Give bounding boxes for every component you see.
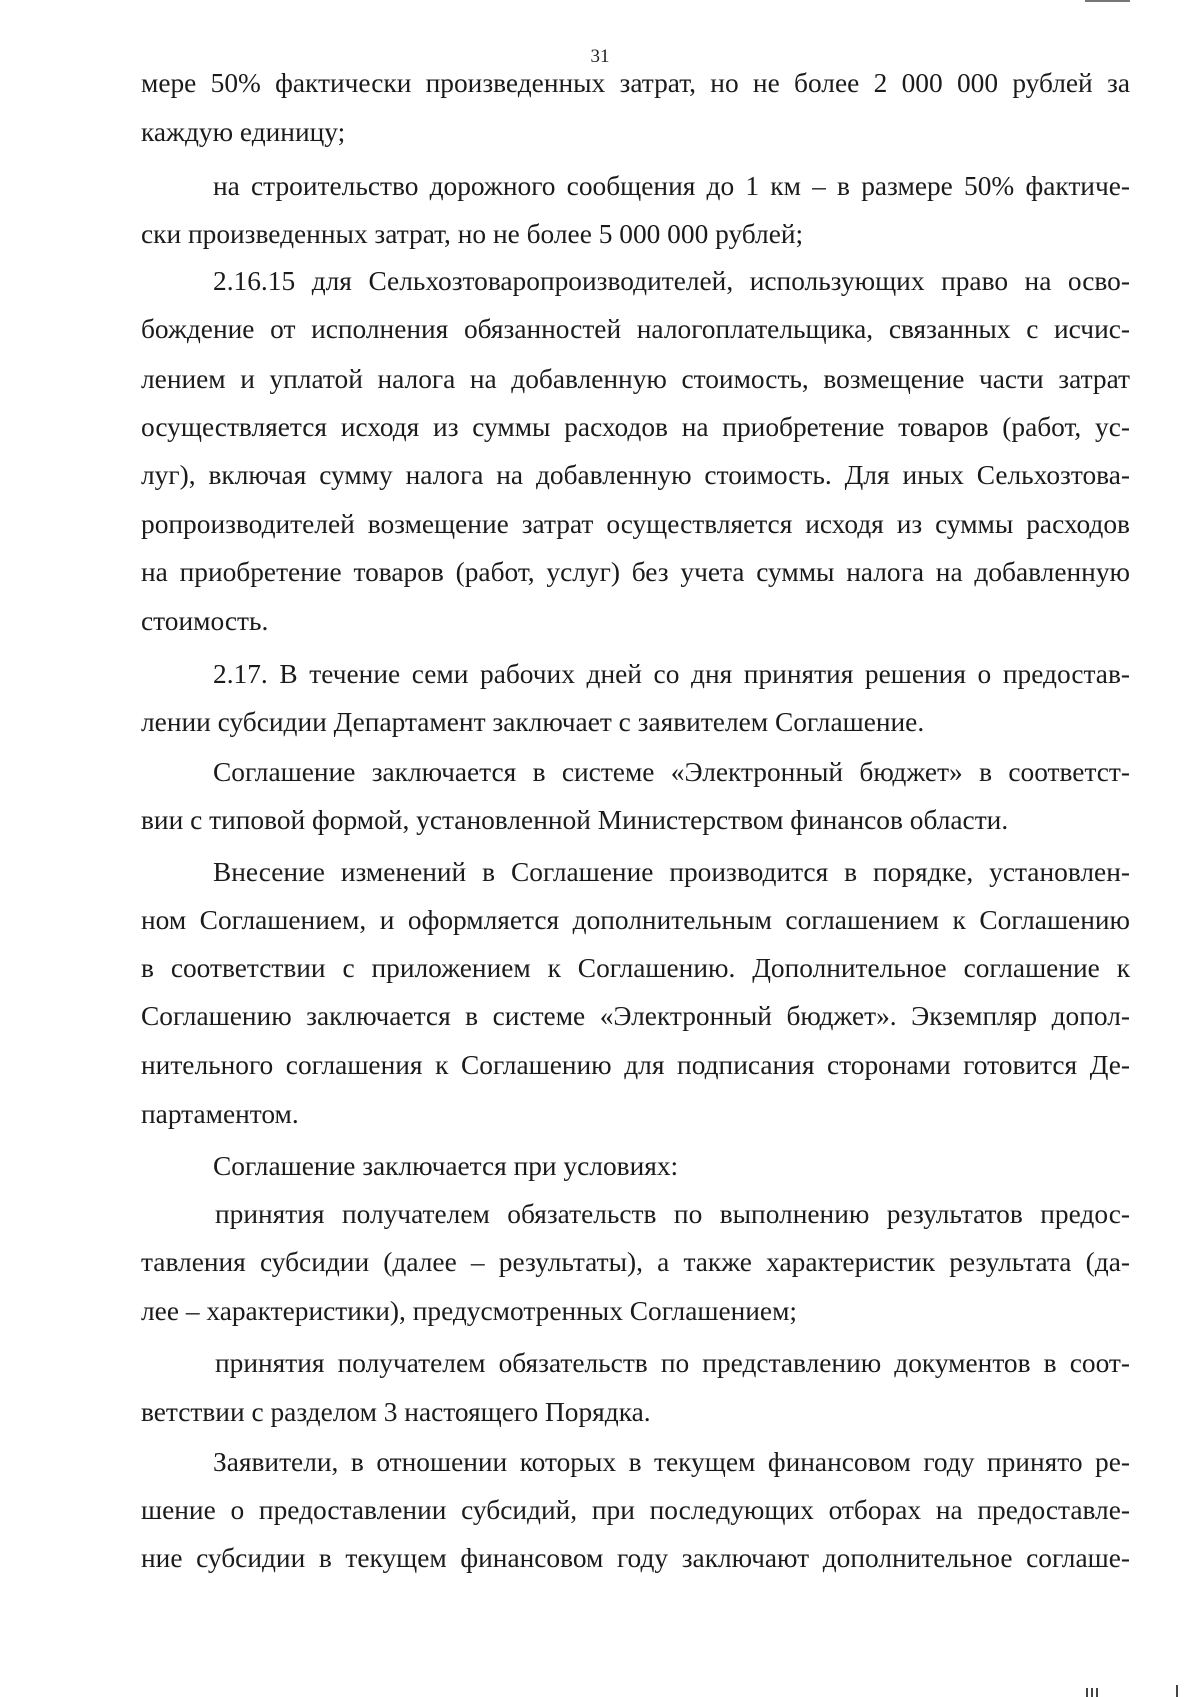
text-line: тавления субсидии (далее – результаты), а также характеристик результата (да- (141, 1247, 1130, 1277)
scan-artifact (1086, 1688, 1088, 1697)
scan-artifact (1176, 1685, 1178, 1697)
text-line: ветствии с разделом 3 настоящего Порядка. (141, 1397, 651, 1427)
scan-artifact (1091, 1688, 1093, 1697)
text-line: Соглашение заключается при условиях: (213, 1151, 679, 1181)
text-line: бождение от исполнения обязанностей налогоплательщика, связанных с исчис- (141, 314, 1130, 344)
text-line: луг), включая сумму налога на добавленную стоимость. Для иных Сельхозтова- (141, 460, 1130, 490)
scan-artifact (1085, 0, 1130, 2)
text-line: вии с типовой формой, установленной Министерством финансов области. (141, 805, 1009, 835)
text-line: 2.17. В течение семи рабочих дней со дня принятия решения о предостав- (213, 659, 1130, 689)
text-line: мере 50% фактически произведенных затрат, но не более 2 000 000 рублей за (141, 68, 1130, 98)
text-line: ние субсидии в текущем финансовом году заключают дополнительное соглаше- (141, 1543, 1130, 1573)
text-line: лением и уплатой налога на добавленную стоимость, возмещение части затрат (141, 364, 1130, 394)
text-line: лении субсидии Департамент заключает с заявителем Соглашение. (141, 707, 925, 737)
text-line: стоимость. (141, 606, 269, 636)
text-line: Внесение изменений в Соглашение производится в порядке, установлен- (213, 857, 1130, 887)
text-line: Соглашению заключается в системе «Электронный бюджет». Экземпляр допол- (141, 1001, 1130, 1031)
page-number: 31 (590, 46, 610, 67)
text-line: каждую единицу; (141, 117, 346, 147)
text-line: 2.16.15 для Сельхозтоваропроизводителей, использующих право на осво- (213, 266, 1130, 296)
scan-artifact (1096, 1688, 1098, 1697)
text-line: лее – характеристики), предусмотренных Соглашением; (141, 1296, 798, 1326)
text-line: шение о предоставлении субсидий, при последующих отборах на предоставле- (141, 1495, 1130, 1525)
text-line: принятия получателем обязательств по выполнению результатов предос- (215, 1199, 1130, 1229)
text-line: нительного соглашения к Соглашению для подписания сторонами готовится Де- (141, 1050, 1130, 1080)
text-line: принятия получателем обязательств по представлению документов в соот- (215, 1348, 1130, 1378)
text-line: Соглашение заключается в системе «Электронный бюджет» в соответст- (213, 757, 1130, 787)
text-line: осуществляется исходя из суммы расходов на приобретение товаров (работ, ус- (141, 412, 1130, 442)
text-line: ном Соглашением, и оформляется дополнительным соглашением к Соглашению (141, 905, 1130, 935)
text-line: Заявители, в отношении которых в текущем финансовом году принято ре- (213, 1447, 1130, 1477)
text-line: партаментом. (141, 1099, 299, 1129)
text-line: ропроизводителей возмещение затрат осуществляется исходя из суммы расходов (141, 509, 1130, 539)
text-line: ски произведенных затрат, но не более 5 000 000 рублей; (141, 219, 804, 249)
text-line: на строительство дорожного сообщения до 1 км – в размере 50% фактиче- (213, 171, 1130, 201)
text-line: на приобретение товаров (работ, услуг) без учета суммы налога на добавленную (141, 557, 1130, 587)
text-line: в соответствии с приложением к Соглашению. Дополнительное соглашение к (141, 953, 1130, 983)
